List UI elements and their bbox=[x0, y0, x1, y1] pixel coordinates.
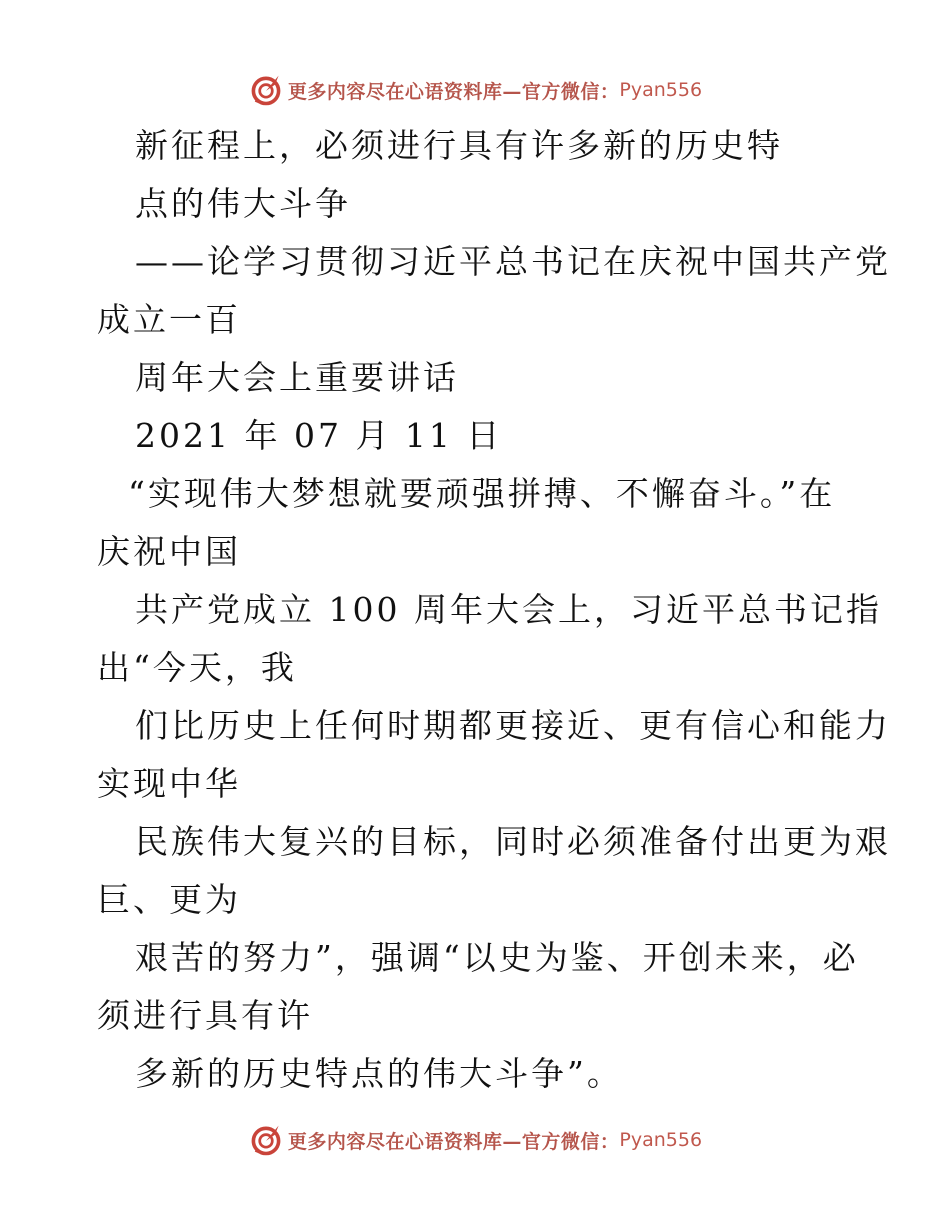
watermark-text: 更多内容尽在心语资料库—官方微信： bbox=[287, 80, 620, 103]
body-line: 多新的历史特点的伟大斗争”。 bbox=[135, 1054, 623, 1093]
header-watermark-banner bbox=[0, 70, 950, 110]
title-line-2: 点的伟大斗争 bbox=[135, 184, 351, 223]
body-line: 须进行具有许 bbox=[97, 996, 313, 1035]
watermark-text: 更多内容尽在心语资料库—官方微信： bbox=[287, 1130, 620, 1153]
red-swirl-quill-logo-icon bbox=[248, 1122, 284, 1158]
subtitle-line-2: 成立一百 bbox=[97, 300, 241, 339]
title-line-1: 新征程上，必须进行具有许多新的历史特 bbox=[135, 126, 783, 165]
body-line: 民族伟大复兴的目标，同时必须准备付出更为艰 bbox=[135, 822, 891, 861]
publish-date: 2021 年 07 月 11 日 bbox=[135, 416, 503, 455]
footer-watermark-banner bbox=[0, 1120, 950, 1160]
body-line: 实现中华 bbox=[97, 764, 241, 803]
body-line: 庆祝中国 bbox=[97, 532, 241, 571]
watermark-wechat-id: Pyan556 bbox=[619, 79, 703, 101]
body-line: 出“今天，我 bbox=[97, 648, 297, 687]
subtitle-line-3: 周年大会上重要讲话 bbox=[135, 358, 459, 397]
subtitle-line-1: ——论学习贯彻习近平总书记在庆祝中国共产党 bbox=[135, 242, 891, 281]
body-line: 艰苦的努力”，强调“以史为鉴、开创未来，必 bbox=[135, 938, 859, 977]
body-line: 巨、更为 bbox=[97, 880, 241, 919]
body-line: “实现伟大梦想就要顽强拼搏、不懈奋斗。”在 bbox=[128, 474, 836, 513]
body-line: 们比历史上任何时期都更接近、更有信心和能力 bbox=[135, 706, 891, 745]
body-line: 共产党成立 100 周年大会上，习近平总书记指 bbox=[135, 590, 882, 629]
watermark-wechat-id: Pyan556 bbox=[619, 1129, 703, 1151]
red-swirl-quill-logo-icon bbox=[248, 72, 284, 108]
